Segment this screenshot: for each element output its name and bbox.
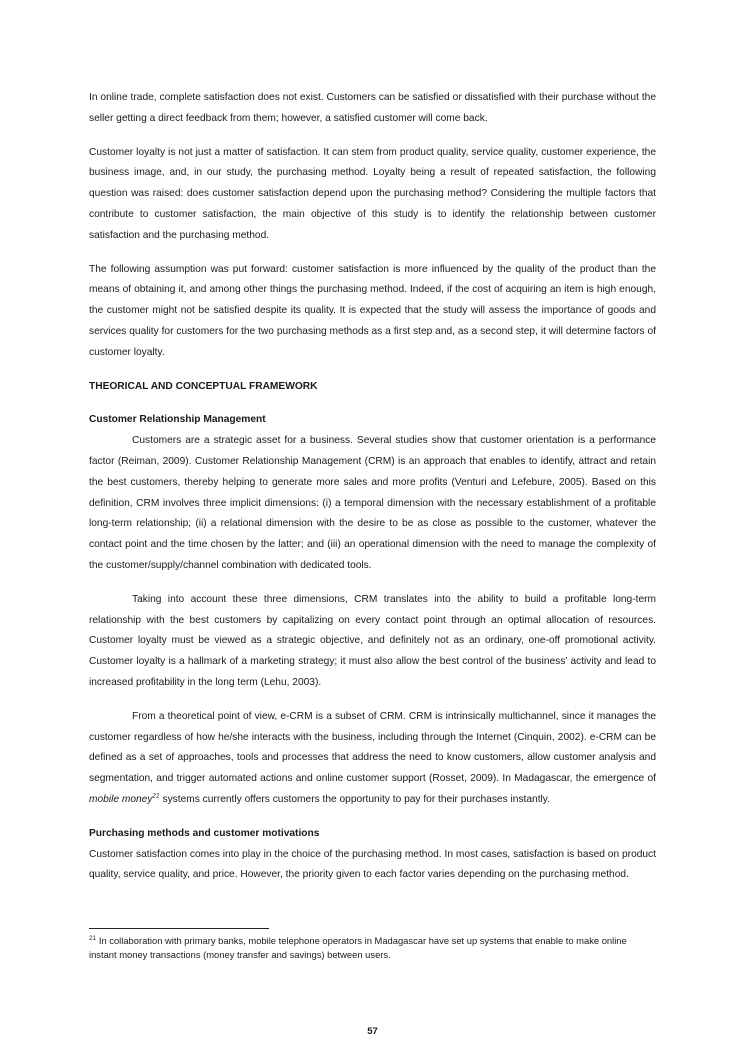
purchasing-heading: Purchasing methods and customer motivations xyxy=(89,827,320,839)
paragraph-ecrm xyxy=(89,707,656,811)
page-body xyxy=(89,88,656,886)
ecrm-text: From a theoretical point of view, e-CRM is a subset of CRM. CRM is intrinsically multichannel, since it manages the customer regardless of how he/she interacts with the business, including through the Internet (Cinquin, 2002). e-CRM can be defined as a set of approaches, tools and processes that address the need to know customers, allow customer analysis and segmentation, and trigger automated actions and online customer support (Rosset, 2009). In Madagascar, the emergence of xyxy=(89,710,656,785)
footnote xyxy=(89,934,656,961)
mobile-money-term: mobile money xyxy=(89,793,153,805)
paragraph-purchasing: Customer satisfaction comes into play in the choice of the purchasing method. In most cases, satisfaction is based on product quality, service quality, and price. However, the priority given to each factor varies depending on the purchasing method. xyxy=(89,848,656,881)
page-number: 57 xyxy=(367,1026,378,1037)
paragraph-crm-dimensions: Taking into account these three dimensions, CRM translates into the ability to build a profitable long-term relationship with the best customers by capitalizing on every contact point through an optimal allocation of resources. Customer loyalty must be viewed as a strategic objective, and definitely not as an ordinary, one-off promotional activity. Customer loyalty is a hallmark of a marketing strategy; it must also allow the best control of the business’ activity and lead to increased profitability in the long term (Lehu, 2003). xyxy=(89,593,656,688)
footnote-number: 21 xyxy=(89,934,97,942)
footnote-text: In collaboration with primary banks, mobile telephone operators in Madagascar have set up systems that enable to make online instant money transactions (money transfer and savings) between users. xyxy=(89,935,627,960)
crm-heading: Customer Relationship Management xyxy=(89,414,266,426)
paragraph-online-trade: In online trade, complete satisfaction does not exist. Customers can be satisfied or dissatisfied with their purchase without the seller getting a direct feedback from them; however, a satisfied customer will come back. xyxy=(89,92,656,124)
section-heading: THEORICAL AND CONCEPTUAL FRAMEWORK xyxy=(89,380,318,392)
footnote-divider xyxy=(89,928,269,929)
paragraph-customer-loyalty: Customer loyalty is not just a matter of satisfaction. It can stem from product quality, service quality, customer experience, the business image, and, in our study, the purchasing method. Loyalty being a result of repeated satisfaction, the following question was raised: does customer satisfaction depend upon the purchasing method? Considering the multiple factors that contribute to customer satisfaction, the main objective of this study is to identify the relationship between customer satisfaction and the purchasing method. xyxy=(89,146,656,241)
paragraph-crm-definition: Customers are a strategic asset for a business. Several studies show that customer orientation is a performance factor (Reiman, 2009). Customer Relationship Management (CRM) is an approach that enables to identify, attract and retain the best customers, thereby helping to generate more sales and more profits (Venturi and Lefebure, 2005). Based on this definition, CRM involves three implicit dimensions: (i) a temporal dimension with the necessary establishment of a profitable long-term relationship; (ii) a relational dimension with the desire to be as close as possible to the customer, whatever the contact point and the time chosen by the latter; and (iii) an operational dimension with the need to manage the complexity of the customer/supply/channel combination with dedicated tools. xyxy=(89,435,656,571)
footnote-ref[interactable]: 21 xyxy=(152,792,160,800)
paragraph-assumption: The following assumption was put forward: customer satisfaction is more influenced by the quality of the product than the means of obtaining it, and among other things the purchasing method. Indeed, if the cost of acquiring an item is high enough, the customer might not be satisfied despite its quality. It is expected that the study will assess the importance of goods and services quality for customers for the two purchasing methods as a first step and, as a second step, it will determine factors of customer loyalty. xyxy=(89,263,656,358)
ecrm-text-end: systems currently offers customers the opportunity to pay for their purchases instantly. xyxy=(159,793,550,805)
